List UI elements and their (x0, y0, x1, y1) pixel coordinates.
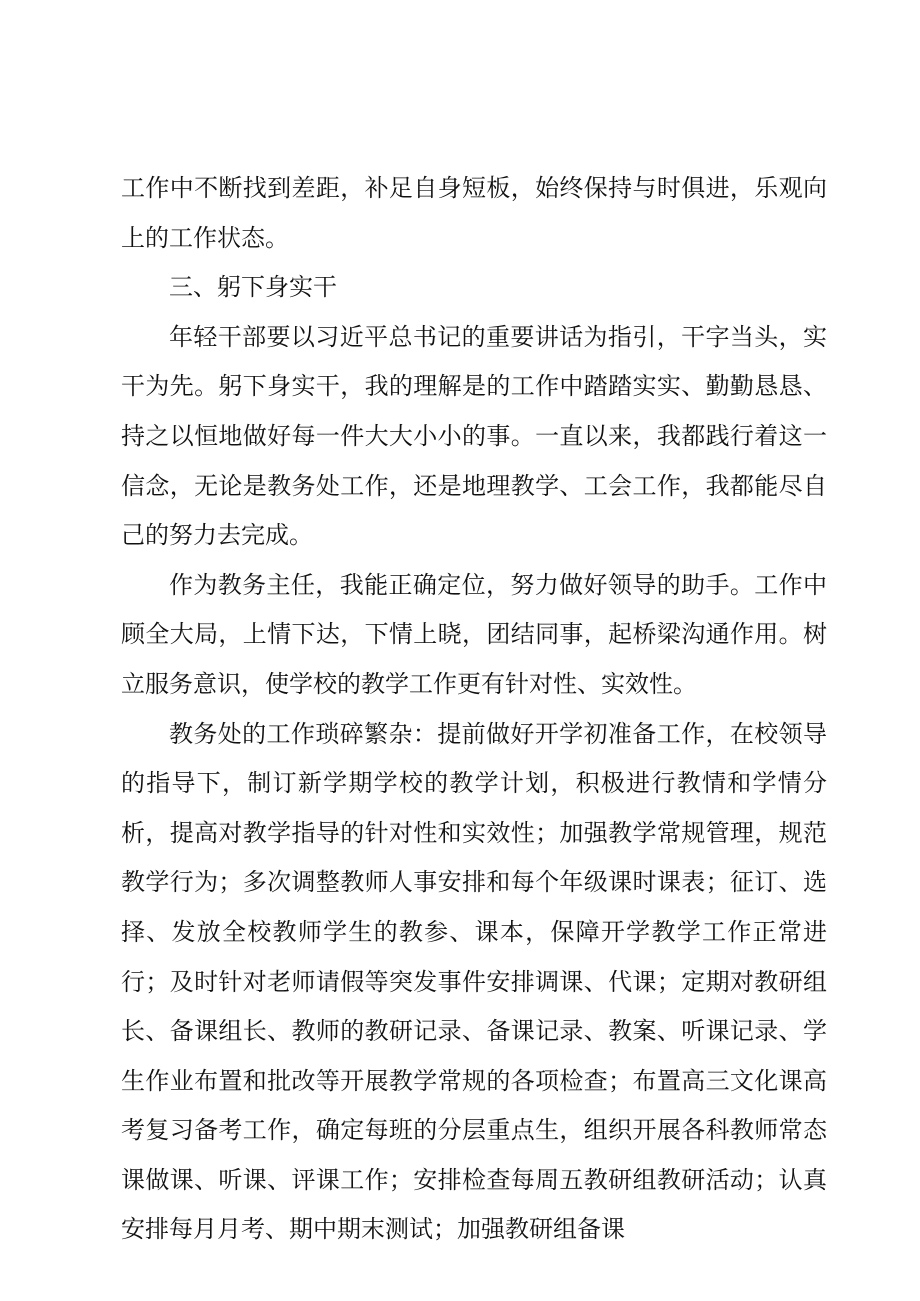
paragraph-continued: 工作中不断找到差距，补足自身短板，始终保持与时俱进，乐观向上的工作状态。 (121, 174, 827, 252)
paragraph: 教务处的工作琐碎繁杂：提前做好开学初准备工作，在校领导的指导下，制订新学期学校的教学计划，积极进行教情和学情分析，提高对教学指导的针对性和实效性；加强教学常规管理，规范教学行为；多次调整教师人事安排和每个年级课时课表；征订、选择、发放全校教师学生的教参、课本，保障开学教学工作正常进行；及时针对老师请假等突发事件安排调课、代课；定期对教研组长、备课组长、教师的教研记录、备课记录、教案、听课记录、学生作业布置和批改等开展教学常规的各项检查；布置高三文化课高考复习备考工作，确定每班的分层重点生，组织开展各科教师常态课做课、听课、评课工作；安排检查每周五教研组教研活动；认真安排每月月考、期中期末测试；加强教研组备课 (121, 719, 827, 1244)
paragraph: 年轻干部要以习近平总书记的重要讲话为指引，干字当头，实干为先。躬下身实干，我的理解是的工作中踏踏实实、勤勤恳恳、持之以恒地做好每一件大大小小的事。一直以来，我都践行着这一信念，无论是教务处工作，还是地理教学、工会工作，我都能尽自己的努力去完成。 (121, 322, 827, 550)
paragraph: 作为教务主任，我能正确定位，努力做好领导的助手。工作中顾全大局，上情下达，下情上晓，团结同事，起桥梁沟通作用。树立服务意识，使学校的教学工作更有针对性、实效性。 (121, 570, 827, 698)
document-body (121, 164, 827, 1255)
section-heading: 三、躬下身实干 (169, 273, 337, 302)
